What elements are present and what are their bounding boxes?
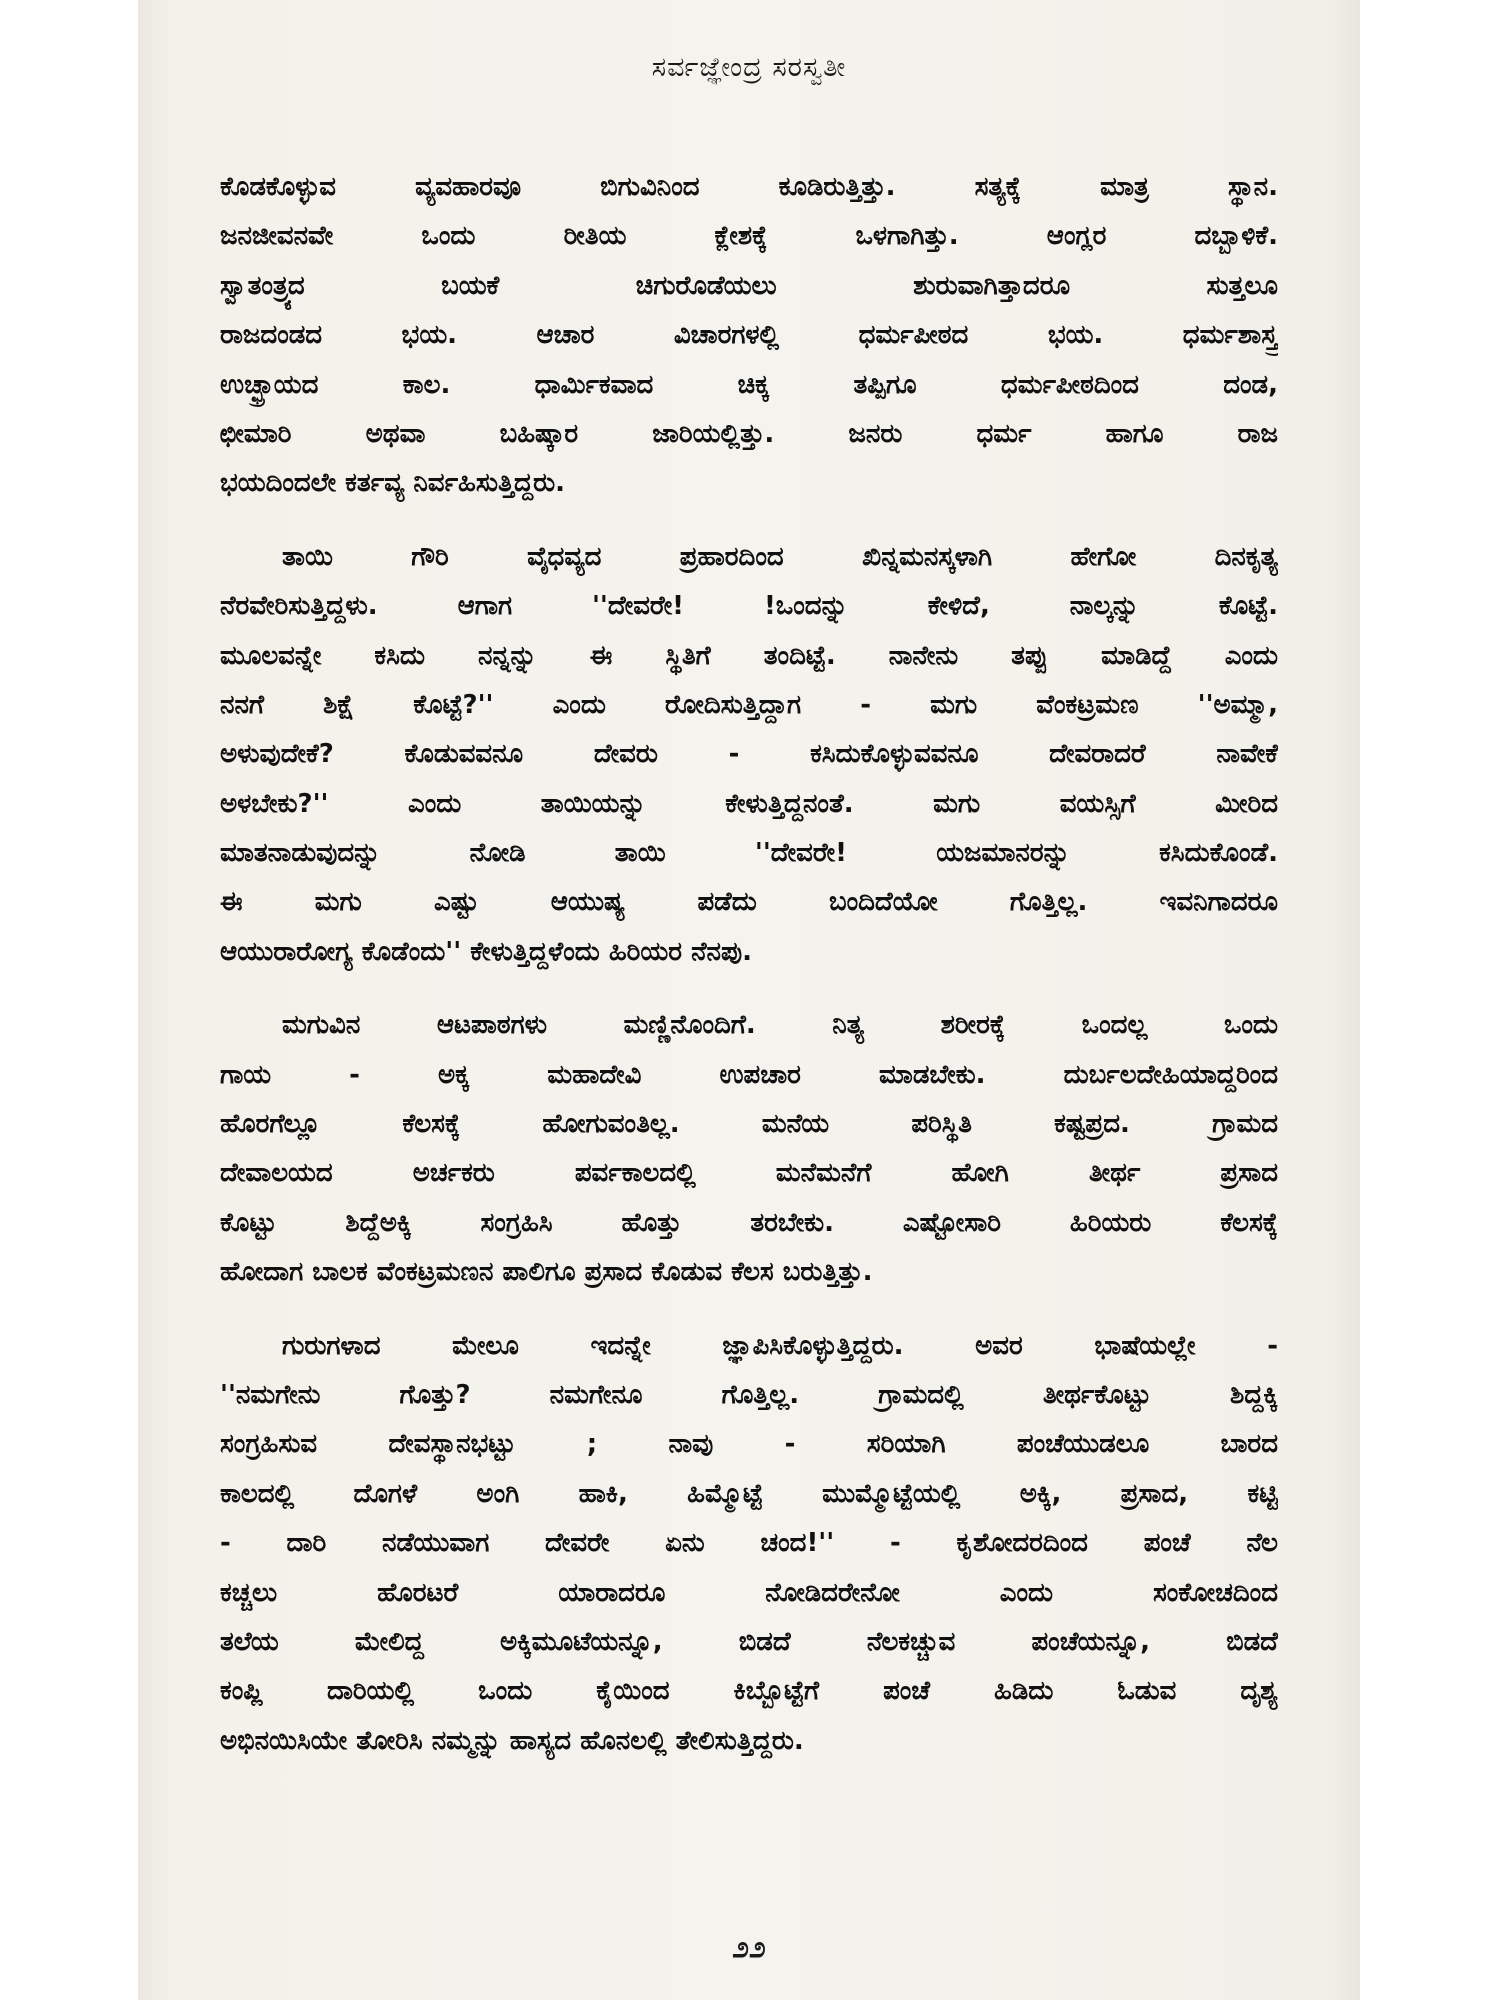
text-line: ರಾಜದಂಡದ ಭಯ. ಆಚಾರ ವಿಚಾರಗಳಲ್ಲಿ ಧರ್ಮಪೀಠದ ಭಯ. ಧರ್ಮಶಾಸ್ತ್ರ <box>220 320 1278 351</box>
text-line: ಈ ಮಗು ಎಷ್ಟು ಆಯುಷ್ಯ ಪಡೆದು ಬಂದಿದೆಯೋ ಗೊತ್ತಿಲ್ಲ. ಇವನಿಗಾದರೂ <box>220 887 1278 918</box>
text-line: ತಲೆಯ ಮೇಲಿದ್ದ ಅಕ್ಕಿಮೂಟೆಯನ್ನೂ, ಬಿಡದೆ ನೆಲಕಚ್ಚುವ ಪಂಚೆಯನ್ನೂ, ಬಿಡದೆ <box>220 1626 1278 1657</box>
text-line: ಉಚ್ಛ್ರಾಯದ ಕಾಲ. ಧಾರ್ಮಿಕವಾದ ಚಿಕ್ಕ ತಪ್ಪಿಗೂ ಧರ್ಮಪೀಠದಿಂದ ದಂಡ, <box>220 369 1278 400</box>
text-line: ಅಳುವುದೇಕೆ? ಕೊಡುವವನೂ ದೇವರು - ಕಸಿದುಕೊಳ್ಳುವವನೂ ದೇವರಾದರೆ ನಾವೇಕೆ <box>220 739 1278 770</box>
running-title: ಸರ್ವಜ್ಞೇಂದ್ರ ಸರಸ್ವತೀ <box>651 52 847 83</box>
text-line: ದೇವಾಲಯದ ಅರ್ಚಕರು ಪರ್ವಕಾಲದಲ್ಲಿ ಮನೆಮನೆಗೆ ಹೋಗಿ ತೀರ್ಥ ಪ್ರಸಾದ <box>220 1158 1278 1189</box>
text-line: ಅಳಬೇಕು?'' ಎಂದು ತಾಯಿಯನ್ನು ಕೇಳುತ್ತಿದ್ದನಂತೆ. ಮಗು ವಯಸ್ಸಿಗೆ ಮೀರಿದ <box>220 788 1278 819</box>
text-line: ಕಚ್ಚಲು ಹೊರಟರೆ ಯಾರಾದರೂ ನೋಡಿದರೇನೋ ಎಂದು ಸಂಕೋಚದಿಂದ <box>220 1577 1278 1608</box>
text-line: ಗುರುಗಳಾದ ಮೇಲೂ ಇದನ್ನೇ ಜ್ಞಾಪಿಸಿಕೊಳ್ಳುತ್ತಿದ್ದರು. ಅವರ ಭಾಷೆಯಲ್ಲೇ - <box>282 1330 1278 1361</box>
paragraph-3 <box>220 1001 1278 1297</box>
book-page <box>138 0 1360 2000</box>
text-line: ಕೊಟ್ಟು ಶಿದ್ದೆಅಕ್ಕಿ ಸಂಗ್ರಹಿಸಿ ಹೊತ್ತು ತರಬೇಕು. ಎಷ್ಟೋಸಾರಿ ಹಿರಿಯರು ಕೆಲಸಕ್ಕೆ <box>220 1207 1278 1238</box>
text-line: ನನಗೆ ಶಿಕ್ಷೆ ಕೊಟ್ಟೆ?'' ಎಂದು ರೋದಿಸುತ್ತಿದ್ದಾಗ - ಮಗು ವೆಂಕಟ್ರಮಣ ''ಅಮ್ಮಾ, <box>220 689 1278 720</box>
page-number: ೨೨ <box>732 1930 766 1965</box>
text-line: ''ನಮಗೇನು ಗೊತ್ತು? ನಮಗೇನೂ ಗೊತ್ತಿಲ್ಲ. ಗ್ರಾಮದಲ್ಲಿ ತೀರ್ಥಕೊಟ್ಟು ಶಿದ್ದಕ್ಕಿ <box>220 1379 1278 1410</box>
text-line: ಅಭಿನಯಿಸಿಯೇ ತೋರಿಸಿ ನಮ್ಮನ್ನು ಹಾಸ್ಯದ ಹೊನಲಲ್ಲಿ ತೇಲಿಸುತ್ತಿದ್ದರು. <box>220 1725 804 1756</box>
text-line: ಮೂಲವನ್ನೇ ಕಸಿದು ನನ್ನನ್ನು ಈ ಸ್ಥಿತಿಗೆ ತಂದಿಟ್ಟೆ. ನಾನೇನು ತಪ್ಪು ಮಾಡಿದ್ದೆ ಎಂದು <box>220 640 1278 671</box>
text-line: - ದಾರಿ ನಡೆಯುವಾಗ ದೇವರೇ ಏನು ಚಂದ!'' - ಕೃಶೋದರದಿಂದ ಪಂಚೆ ನೆಲ <box>220 1528 1278 1559</box>
text-line: ತಾಯಿ ಗೌರಿ ವೈಧವ್ಯದ ಪ್ರಹಾರದಿಂದ ಖಿನ್ನಮನಸ್ಕಳಾಗಿ ಹೇಗೋ ದಿನಕೃತ್ಯ <box>282 541 1278 572</box>
text-line: ಸಂಗ್ರಹಿಸುವ ದೇವಸ್ಥಾನಭಟ್ಟು ; ನಾವು - ಸರಿಯಾಗಿ ಪಂಚೆಯುಡಲೂ ಬಾರದ <box>220 1429 1278 1460</box>
paragraph-2 <box>220 533 1278 978</box>
text-line: ನೆರವೇರಿಸುತ್ತಿದ್ದಳು. ಆಗಾಗ ''ದೇವರೇ! !ಒಂದನ್ನು ಕೇಳಿದೆ, ನಾಲ್ಕನ್ನು ಕೊಟ್ಟೆ. <box>220 591 1278 622</box>
text-line: ಹೋದಾಗ ಬಾಲಕ ವೆಂಕಟ್ರಮಣನ ಪಾಲಿಗೂ ಪ್ರಸಾದ ಕೊಡುವ ಕೆಲಸ ಬರುತ್ತಿತ್ತು. <box>220 1257 873 1288</box>
text-line: ಕೊಡಕೊಳ್ಳುವ ವ್ಯವಹಾರವೂ ಬಿಗುವಿನಿಂದ ಕೂಡಿರುತ್ತಿತ್ತು. ಸತ್ಯಕ್ಕೆ ಮಾತ್ರ ಸ್ಥಾನ. <box>220 172 1278 202</box>
text-line: ಛೀಮಾರಿ ಅಥವಾ ಬಹಿಷ್ಕಾರ ಜಾರಿಯಲ್ಲಿತ್ತು. ಜನರು ಧರ್ಮ ಹಾಗೂ ರಾಜ <box>220 418 1278 449</box>
body-text <box>220 163 1278 1790</box>
paragraph-4 <box>220 1322 1278 1767</box>
text-line: ಮಾತನಾಡುವುದನ್ನು ನೋಡಿ ತಾಯಿ ''ದೇವರೇ! ಯಜಮಾನರನ್ನು ಕಸಿದುಕೊಂಡೆ. <box>220 838 1278 869</box>
text-line: ಜನಜೀವನವೇ ಒಂದು ರೀತಿಯ ಕ್ಲೇಶಕ್ಕೆ ಒಳಗಾಗಿತ್ತು. ಆಂಗ್ಲರ ದಬ್ಬಾಳಿಕೆ. <box>220 221 1278 252</box>
text-line: ಕಾಲದಲ್ಲಿ ದೊಗಳೆ ಅಂಗಿ ಹಾಕಿ, ಹಿಮ್ಮೊಟ್ಟೆ ಮುಮ್ಮೊಟ್ಟೆಯಲ್ಲಿ ಅಕ್ಕಿ, ಪ್ರಸಾದ, ಕಟ್ಟಿ <box>220 1478 1278 1509</box>
text-line: ಭಯದಿಂದಲೇ ಕರ್ತವ್ಯ ನಿರ್ವಹಿಸುತ್ತಿದ್ದರು. <box>220 468 566 499</box>
text-line: ಆಯುರಾರೋಗ್ಯ ಕೊಡೆಂದು'' ಕೇಳುತ್ತಿದ್ದಳೆಂದು ಹಿರಿಯರ ನೆನಪು. <box>220 936 753 967</box>
text-line: ಕಂಪ್ಲಿ ದಾರಿಯಲ್ಲಿ ಒಂದು ಕೈಯಿಂದ ಕಿಬ್ಬೊಟ್ಟೆಗೆ ಪಂಚೆ ಹಿಡಿದು ಓಡುವ ದೃಶ್ಯ <box>220 1676 1278 1707</box>
paragraph-1 <box>220 163 1278 509</box>
text-line: ಮಗುವಿನ ಆಟಪಾಠಗಳು ಮಣ್ಣಿನೊಂದಿಗೆ. ನಿತ್ಯ ಶರೀರಕ್ಕೆ ಒಂದಲ್ಲ ಒಂದು <box>282 1010 1278 1041</box>
text-line: ಸ್ವಾತಂತ್ರ್ಯದ ಬಯಕೆ ಚಿಗುರೊಡೆಯಲು ಶುರುವಾಗಿತ್ತಾದರೂ ಸುತ್ತಲೂ <box>220 270 1278 301</box>
text-line: ಹೊರಗೆಲ್ಲೂ ಕೆಲಸಕ್ಕೆ ಹೋಗುವಂತಿಲ್ಲ. ಮನೆಯ ಪರಿಸ್ಥಿತಿ ಕಷ್ಟಪ್ರದ. ಗ್ರಾಮದ <box>220 1109 1278 1140</box>
text-line: ಗಾಯ - ಅಕ್ಕ ಮಹಾದೇವಿ ಉಪಚಾರ ಮಾಡಬೇಕು. ದುರ್ಬಲದೇಹಿಯಾದ್ದರಿಂದ <box>220 1059 1278 1090</box>
